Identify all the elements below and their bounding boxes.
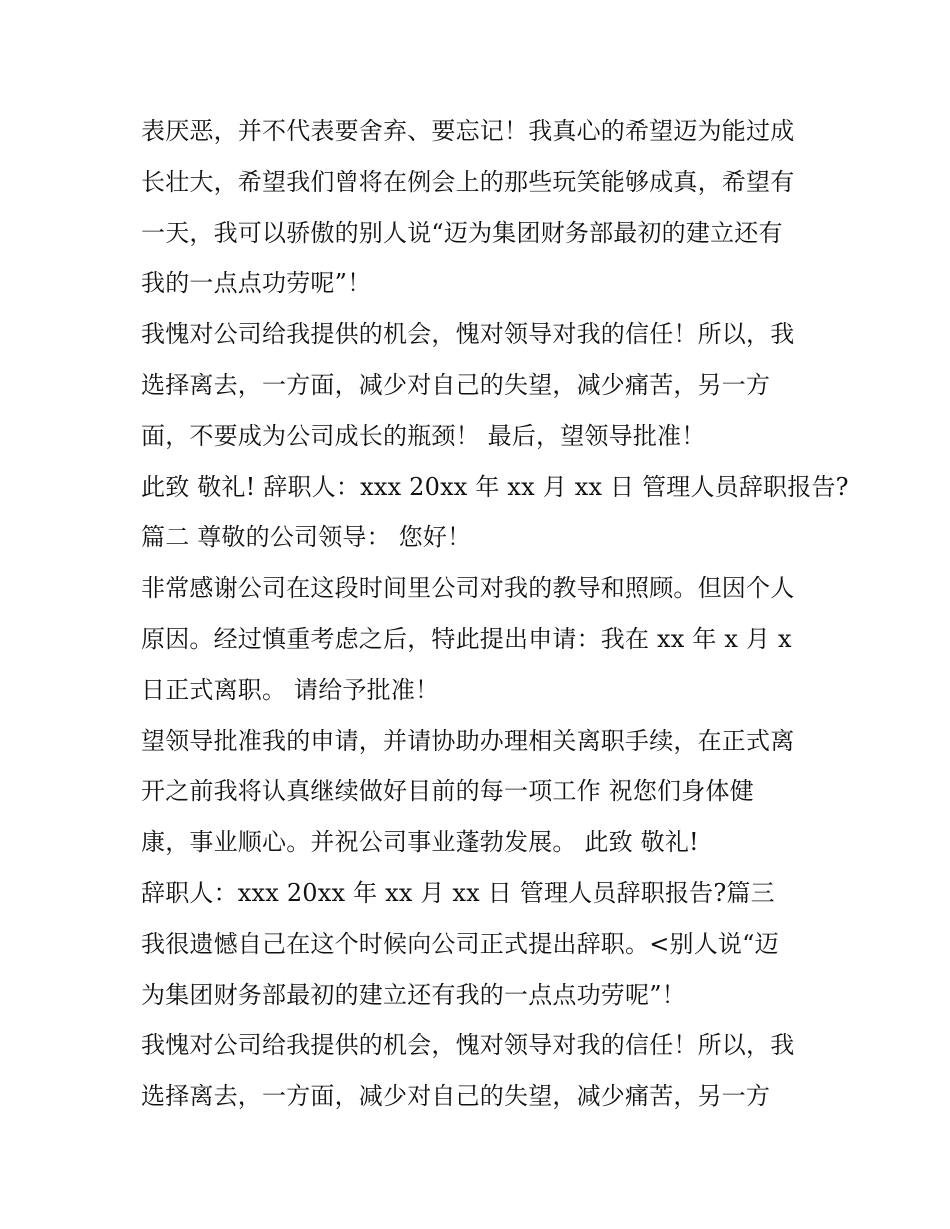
text-line: 一天，我可以骄傲的别人说“迈为集团财务部最初的建立还有	[141, 218, 783, 247]
text-line: 原因。经过慎重考虑之后，特此提出申请：我在 xx 年 x 月 x	[141, 624, 792, 653]
text-line: 康，事业顺心。并祝公司事业蓬勃发展。 此致 敬礼!	[141, 828, 699, 857]
text-line: 表厌恶，并不代表要舍弃、要忘记！我真心的希望迈为能过成	[141, 117, 795, 145]
text-line: 开之前我将认真继续做好目前的每一项工作 祝您们身体健	[141, 777, 754, 806]
text-line: 为集团财务部最初的建立还有我的一点点功劳呢”！	[141, 980, 686, 1009]
text-line: 我愧对公司给我提供的机会，愧对领导对我的信任！所以，我	[141, 1031, 795, 1060]
text-line: 我很遗憾自己在这个时候向公司正式提出辞职。<别人说“迈	[141, 929, 779, 958]
body-text	[141, 106, 849, 1122]
text-line: 日正式离职。 请给予批准！	[141, 675, 440, 704]
text-line: 长壮大，希望我们曾将在例会上的那些玩笑能够成真，希望有	[141, 167, 795, 196]
text-line: 选择离去，一方面，减少对自己的失望，减少痛苦，另一方	[141, 370, 771, 399]
text-line: 我愧对公司给我提供的机会，愧对领导对我的信任！所以，我	[141, 320, 795, 349]
text-line: 选择离去，一方面，减少对自己的失望，减少痛苦，另一方	[141, 1082, 771, 1111]
text-line: 望领导批准我的申请，并请协助办理相关离职手续，在正式离	[141, 726, 795, 755]
text-line: 面，不要成为公司成长的瓶颈！ 最后，望领导批准！	[141, 421, 706, 450]
text-line: 非常感谢公司在这段时间里公司对我的教导和照顾。但因个人	[141, 574, 795, 603]
text-line: 我的一点点功劳呢”！	[141, 269, 372, 298]
text-line: 此致 敬礼! 辞职人：xxx 20xx 年 xx 月 xx 日 管理人员辞职报告?	[141, 472, 849, 501]
text-line: 篇二 尊敬的公司领导： 您好！	[141, 523, 472, 552]
text-line: 辞职人：xxx 20xx 年 xx 月 xx 日 管理人员辞职报告?篇三	[141, 878, 775, 907]
